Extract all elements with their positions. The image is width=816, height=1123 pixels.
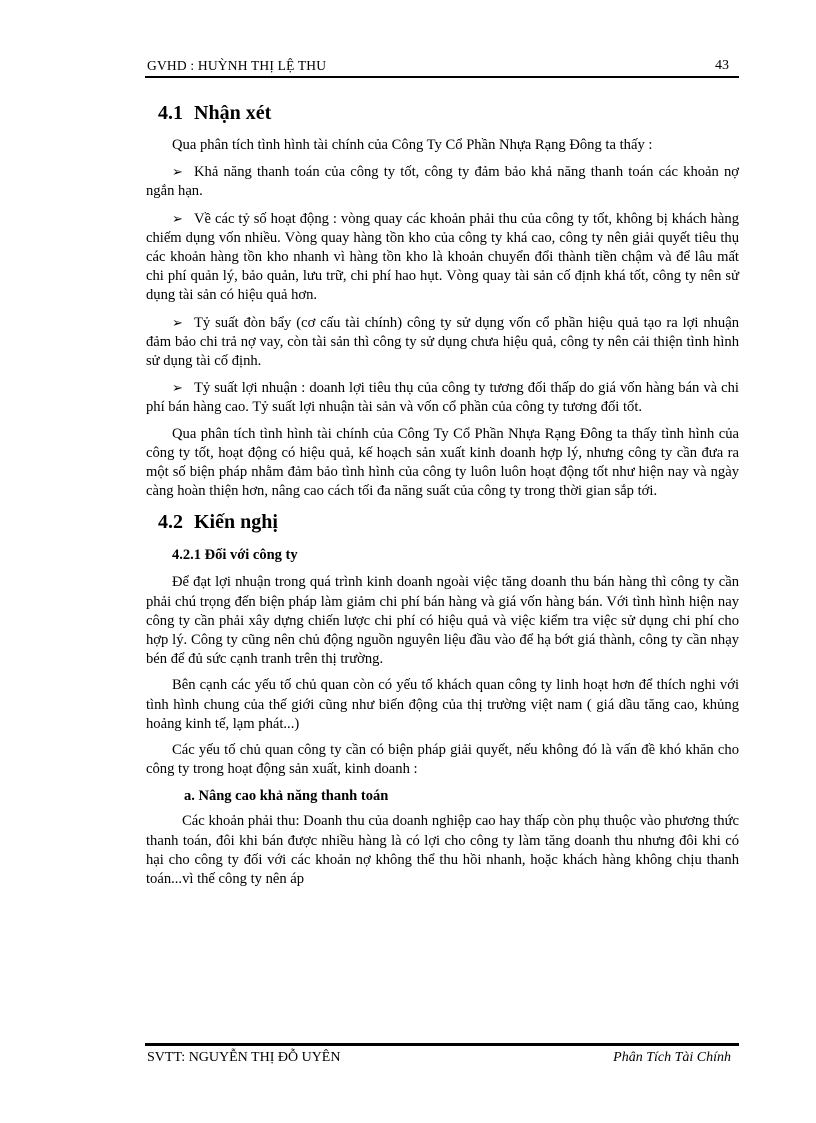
section-number: 4.1 [158,102,183,124]
bullet-text: Khả năng thanh toán của công ty tốt, công ty đảm bảo khả năng thanh toán các khoản nợ ngắn hạn. [146,164,739,200]
bullet-item [146,162,739,201]
bullet-text: Về các tỷ số hoạt động : vòng quay các khoản phải thu của công ty tốt, không bị khách hàng chiếm dụng vốn nhiều. Vòng quay hàng tồn kho của công ty khá cao, công ty nên giải quyết tiêu thụ các khoản hàng tồn kho nhanh vì hàng tồn kho là khoản chuyển đổi thành tiền chậm và để lâu mất chi phí quản lý, bảo quản, lưu trữ, chi phí hao hụt. Vòng quay tài sản cố định khá tốt, công ty nên sử dụng tài sản có hiệu quả hơn. [146,210,739,304]
arrow-bullet-icon: ➢ [172,210,183,226]
section-heading-4-1 [158,100,739,126]
body-paragraph: Các khoản phải thu: Doanh thu của doanh nghiệp cao hay thấp còn phụ thuộc vào phương thức thanh toán, đôi khi bán được nhiều hàng là có lợi cho công ty làm tăng doanh thu nhưng đôi khi có hại cho công ty đối với các khoản nợ không thể thu hồi nhanh, hoặc khách hàng không chịu thanh toán...vì thế công ty nên áp [146,813,739,888]
page-footer [145,1043,739,1069]
footer-topic: Phân Tích Tài Chính [613,1050,731,1065]
bullet-text: Tỷ suất đòn bẩy (cơ cấu tài chính) công ty sử dụng vốn cổ phần hiệu quả tạo ra lợi nhuận đảm bảo chi trả nợ vay, còn tài sản thì công ty sử dụng chưa hiệu quả, công ty nên cải thiện tình hình sử dụng tài cố định. [146,314,739,370]
header-rule [145,76,739,78]
document-body [146,100,739,896]
section-number: 4.2 [158,511,183,534]
page-header [145,56,739,78]
section-heading-4-2 [158,509,739,535]
arrow-bullet-icon: ➢ [172,380,183,396]
arrow-bullet-icon: ➢ [172,314,183,330]
bullet-text: Tỷ suất lợi nhuận : doanh lợi tiêu thụ của công ty tương đối thấp do giá vốn hàng bán và chi phí bán hàng cao. Tỷ suất lợi nhuận tài sản và vốn cổ phần của công ty tương đối tốt. [146,380,739,416]
body-paragraph: Các yếu tố chủ quan công ty cần có biện pháp giải quyết, nếu không đó là vấn đề khó khăn cho công ty trong hoạt động sản xuất, kinh doanh : [146,742,739,778]
conclusion-paragraph: Qua phân tích tình hình tài chính của Công Ty Cổ Phần Nhựa Rạng Đông ta thấy tình hình của công ty tốt, hoạt động có hiệu quả, kế hoạch sản xuất kinh doanh hợp lý, nhưng công ty cần đưa ra một số biện pháp nhằm đảm bảo tình hình của công ty luôn luôn hoạt động tốt như hiện nay và ngày càng hoàn thiện hơn, nâng cao cách tối đa năng suất của công ty trong thời gian sắp tới. [146,425,739,500]
body-paragraph: Bên cạnh các yếu tố chủ quan còn có yếu tố khách quan công ty linh hoạt hơn để thích nghi với tình hình chung của thế giới cũng như biến động của thị trường việt nam ( giá dầu tăng cao, khủng hoảng kinh tế, lạm phát...) [146,677,739,732]
page-number: 43 [715,58,729,73]
bullet-item [146,209,739,306]
bullet-item [146,378,739,417]
section-title: Nhận xét [194,102,272,124]
section-title: Kiến nghị [194,511,278,534]
arrow-bullet-icon: ➢ [172,164,183,180]
subsection-heading: 4.2.1 Đối với công ty [172,547,298,564]
subsubsection-heading: a. Nâng cao khả năng thanh toán [184,788,389,805]
header-advisor: GVHD : HUỲNH THỊ LỆ THU [147,58,327,73]
bullet-item [146,313,739,372]
footer-rule [145,1043,739,1046]
footer-student: SVTT: NGUYỄN THỊ ĐỖ UYÊN [147,1050,341,1065]
body-paragraph: Để đạt lợi nhuận trong quá trình kinh doanh ngoài việc tăng doanh thu bán hàng thì công ty cần phải chú trọng đến biện pháp làm giảm chi phí bán hàng và giá vốn hàng bán. Với tình hình hiện nay công ty cần phải xây dựng chiến lược chi phí có hiệu quả và việc kiểm tra việc sử dụng chi phí cho hợp lý. Công ty cũng nên chủ động nguồn nguyên liệu đầu vào để hạ bớt giá thành, công ty cần nhạy bén để đủ sức cạnh tranh trên thị trường. [146,574,739,668]
intro-paragraph: Qua phân tích tình hình tài chính của Công Ty Cổ Phần Nhựa Rạng Đông ta thấy : [172,137,653,153]
